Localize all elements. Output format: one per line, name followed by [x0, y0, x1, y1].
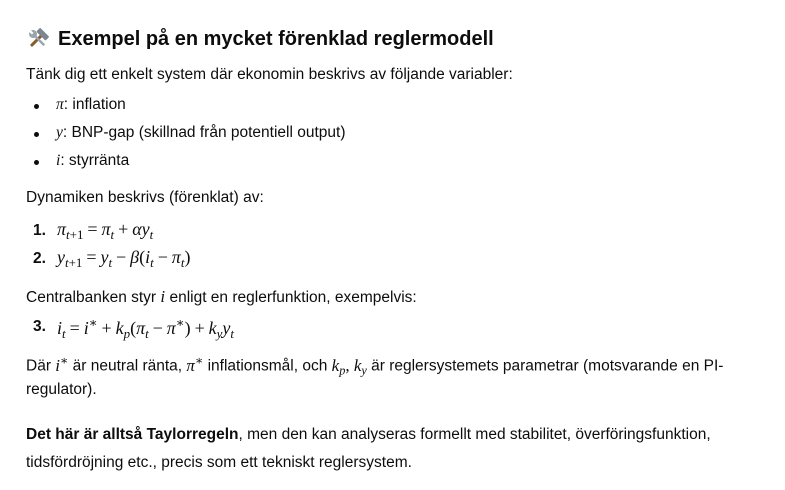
equation-number: 2.	[33, 250, 46, 267]
heading-text: Exempel på en mycket förenklad reglermodell	[58, 27, 494, 50]
explanation-text: Där i∗ är neutral ränta, π∗ inflationsmål, och $k_p$, $k_y$ är reglersystemets parametrar (motsvarande en PI-	[26, 353, 724, 378]
equation-number: 1.	[33, 222, 46, 239]
central-bank-text: Centralbanken styr i enligt en reglerfunktion, exempelvis:	[26, 287, 417, 306]
page-title	[26, 27, 494, 51]
equation-number: 3.	[33, 318, 46, 335]
list-item: y: BNP-gap (skillnad från potentiell output)	[56, 124, 346, 141]
conclusion-text-line2: tidsfördröjning etc., precis som ett tekniskt reglersystem.	[26, 454, 412, 471]
list-item: i: styrränta	[56, 152, 130, 169]
conclusion-text: Det här är alltså Taylorregeln, men den kan analyseras formellt med stabilitet, överföringsfunktion,	[26, 426, 711, 443]
equation-policy-rule: $i_t = i^∗ + k_p(\pi_t - \pi^∗) + k_yy_t$	[57, 315, 235, 341]
equation-inflation: $\pi_{t+1} = \pi_t + \alpha y_t$	[57, 219, 154, 242]
explanation-text-line2: regulator).	[26, 381, 97, 398]
list-item: π: inflation	[56, 96, 126, 113]
bullet-dot	[34, 104, 39, 109]
intro-text: Tänk dig ett enkelt system där ekonomin beskrivs av följande variabler:	[26, 66, 513, 83]
equation-output-gap: $y_{t+1} = y_t - \beta(i_t - \pi_t)$	[57, 247, 191, 270]
dynamics-intro: Dynamiken beskrivs (förenklat) av:	[26, 189, 264, 206]
bullet-dot	[34, 132, 39, 137]
bullet-dot	[34, 160, 39, 165]
hammer-and-wrench-icon	[26, 27, 50, 51]
